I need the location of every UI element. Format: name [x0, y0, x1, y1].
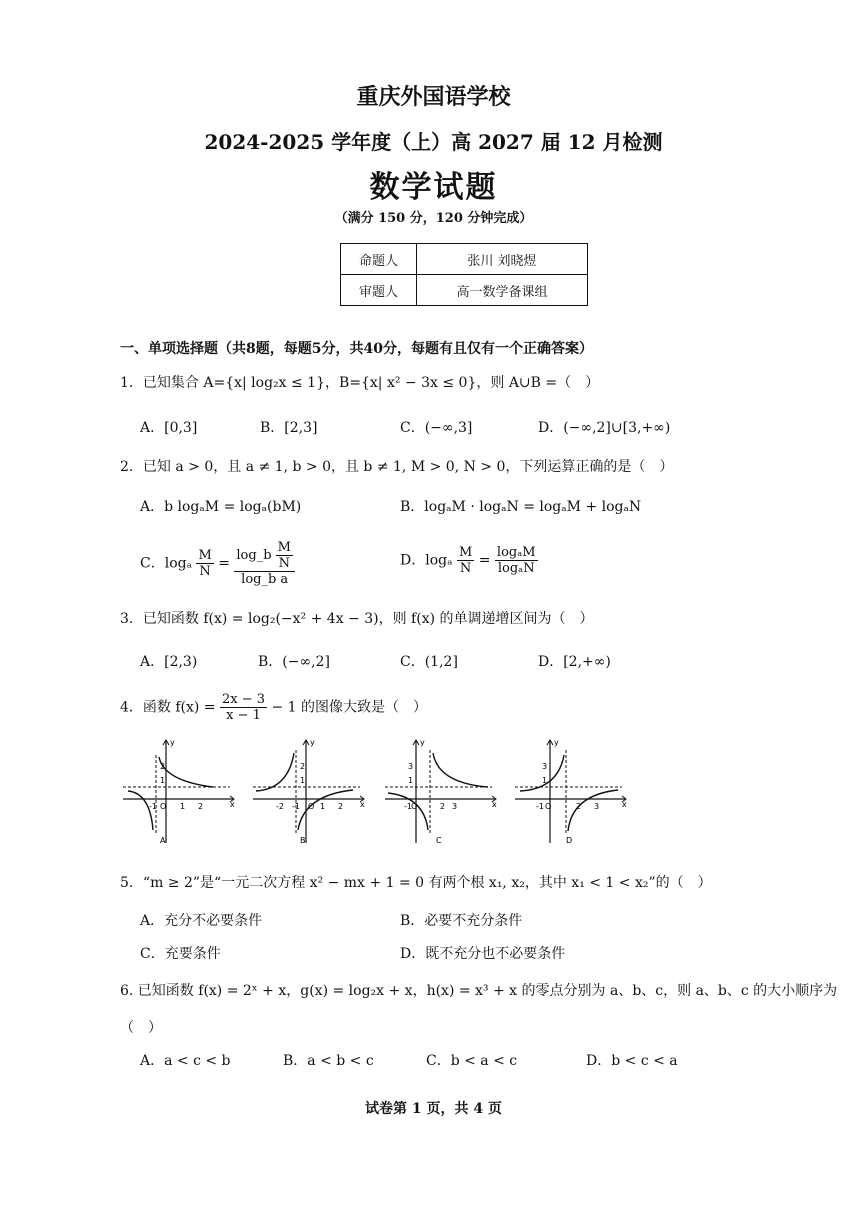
q2-c-rhs-fraction — [234, 540, 295, 587]
page-footer: 试卷第 1 页，共 4 页 — [365, 1101, 502, 1117]
svg-text:-2: -2 — [276, 802, 284, 811]
q2-c-inner-num: M — [277, 540, 291, 555]
svg-text:3: 3 — [408, 762, 414, 771]
q1-option-a: A．[0,3] — [140, 420, 198, 436]
q4-numerator: 2x − 3 — [222, 692, 266, 707]
svg-text:x: x — [230, 800, 235, 809]
q2-d-lhs-num: M — [458, 545, 473, 560]
question-4-stem — [120, 692, 427, 723]
q2-d-rhs-den: logₐN — [497, 561, 535, 576]
question-6-stem: 6. 已知函数 f(x) = 2ˣ + x，g(x) = log₂x + x，h(x) = x³ + x 的零点分别为 a、b、c，则 a、b、c 的大小顺序为 — [120, 983, 838, 999]
q2-c-label: C．logₐ — [140, 555, 192, 572]
q2-c-rhs-num — [234, 540, 295, 572]
svg-text:y: y — [420, 738, 425, 747]
graph-a — [118, 735, 238, 850]
q6-option-b: B．a < b < c — [283, 1053, 374, 1069]
graph-a-label: A — [160, 836, 166, 845]
svg-text:O: O — [545, 802, 552, 811]
exam-title: 2024-2025 学年度（上）高 2027 届 12 月检测 — [204, 130, 663, 154]
question-1-stem: 1．已知集合 A={x| log₂x ≤ 1}，B={x| x² − 3x ≤ 0}，则 A∪B =（ ） — [120, 375, 600, 391]
svg-text:-1: -1 — [149, 802, 157, 811]
svg-text:-1: -1 — [292, 802, 300, 811]
q2-c-inner-den: N — [278, 556, 291, 571]
svg-text:2: 2 — [160, 762, 166, 771]
q5-option-c: C．充要条件 — [140, 946, 221, 962]
q5-option-a: A．充分不必要条件 — [140, 913, 263, 929]
svg-text:1: 1 — [320, 802, 326, 811]
svg-text:1: 1 — [408, 776, 414, 785]
q4-suffix: − 1 的图像大致是（ ） — [271, 699, 428, 716]
q2-d-rhs-num: logₐM — [496, 545, 536, 560]
svg-text:1: 1 — [542, 776, 548, 785]
svg-text:-1: -1 — [536, 802, 544, 811]
question-3-stem: 3．已知函数 f(x) = log₂(−x² + 4x − 3)，则 f(x) 的单调递增区间为（ ） — [120, 611, 594, 627]
staff-label: 审题人 — [341, 275, 417, 306]
q2-option-a: A．b logₐM = logₐ(bM) — [140, 499, 302, 515]
svg-text:1: 1 — [160, 776, 166, 785]
svg-text:O: O — [411, 802, 418, 811]
graph-c-label: C — [436, 836, 442, 845]
svg-text:3: 3 — [594, 802, 600, 811]
subject-title: 数学试题 — [369, 170, 498, 205]
q2-d-lhs-fraction — [457, 545, 474, 576]
q6-option-d: D．b < c < a — [586, 1053, 678, 1069]
staff-table — [340, 243, 588, 306]
graph-b-label: B — [300, 836, 306, 845]
section-heading: 一、单项选择题（共8题，每题5分，共40分，每题有且仅有一个正确答案） — [120, 341, 593, 357]
graph-d-label: D — [566, 836, 573, 845]
svg-text:2: 2 — [300, 762, 306, 771]
q2-d-label: D．logₐ — [400, 552, 453, 569]
svg-text:2: 2 — [198, 802, 204, 811]
svg-text:1: 1 — [300, 776, 306, 785]
svg-text:x: x — [622, 800, 627, 809]
question-6-paren: （ ） — [120, 1020, 162, 1036]
q2-c-lhs-num: M — [198, 548, 212, 563]
question-5-stem: 5．“m ≥ 2”是“一元二次方程 x² − mx + 1 = 0 有两个根 x₁, x₂，其中 x₁ < 1 < x₂”的（ ） — [120, 875, 712, 891]
svg-text:x: x — [360, 800, 365, 809]
staff-value: 张川 刘晓煜 — [417, 244, 588, 275]
graph-b — [248, 735, 368, 850]
svg-text:2: 2 — [338, 802, 344, 811]
staff-label: 命题人 — [341, 244, 417, 275]
q2-option-b: B．logₐM · logₐN = logₐM + logₐN — [400, 499, 642, 515]
q6-option-c: C．b < a < c — [426, 1053, 518, 1069]
graph-d — [510, 735, 630, 850]
staff-value: 高一数学备课组 — [417, 275, 588, 306]
svg-text:x: x — [492, 800, 497, 809]
graph-c — [380, 735, 500, 850]
svg-text:3: 3 — [452, 802, 458, 811]
q2-d-equals: = — [478, 552, 491, 569]
q4-denominator: x − 1 — [226, 708, 261, 723]
q2-d-rhs-fraction — [495, 545, 538, 576]
q2-c-rhs-den: log_b a — [241, 572, 289, 587]
staff-row — [341, 275, 588, 306]
q2-c-equals: = — [218, 555, 230, 572]
q3-option-b: B．(−∞,2] — [258, 654, 330, 670]
svg-text:3: 3 — [542, 762, 548, 771]
q2-c-rhs-log: log_b — [236, 548, 272, 563]
q3-option-d: D．[2,+∞) — [538, 654, 611, 670]
svg-text:y: y — [554, 738, 559, 747]
q2-option-d — [400, 545, 538, 576]
q2-c-lhs-fraction — [196, 548, 213, 579]
q1-option-c: C．(−∞,3] — [400, 420, 473, 436]
q1-option-b: B．[2,3] — [260, 420, 318, 436]
score-time-note: （满分 150 分，120 分钟完成） — [334, 211, 533, 226]
svg-text:y: y — [310, 738, 315, 747]
q3-option-c: C．(1,2] — [400, 654, 458, 670]
q4-fraction — [220, 692, 267, 723]
q6-option-a: A．a < c < b — [140, 1053, 231, 1069]
q4-prefix: 4．函数 f(x) = — [120, 699, 216, 716]
question-2-stem: 2．已知 a > 0，且 a ≠ 1, b > 0，且 b ≠ 1, M > 0, N > 0，下列运算正确的是（ ） — [120, 459, 674, 475]
q2-option-c — [140, 540, 295, 587]
svg-text:O: O — [160, 802, 167, 811]
svg-text:2: 2 — [576, 802, 582, 811]
q5-option-d: D．既不充分也不必要条件 — [400, 946, 566, 962]
svg-text:2: 2 — [440, 802, 446, 811]
q3-option-a: A．[2,3) — [140, 654, 198, 670]
svg-text:y: y — [170, 738, 175, 747]
q2-c-inner-fraction — [276, 540, 293, 571]
q5-option-b: B．必要不充分条件 — [400, 913, 523, 929]
svg-text:-1: -1 — [404, 802, 412, 811]
q1-option-d: D．(−∞,2]∪[3,+∞) — [538, 420, 671, 436]
q2-d-lhs-den: N — [459, 561, 472, 576]
school-name: 重庆外国语学校 — [356, 84, 511, 110]
staff-row — [341, 244, 588, 275]
svg-text:1: 1 — [180, 802, 186, 811]
q2-c-lhs-den: N — [199, 564, 211, 579]
svg-text:O: O — [308, 802, 315, 811]
